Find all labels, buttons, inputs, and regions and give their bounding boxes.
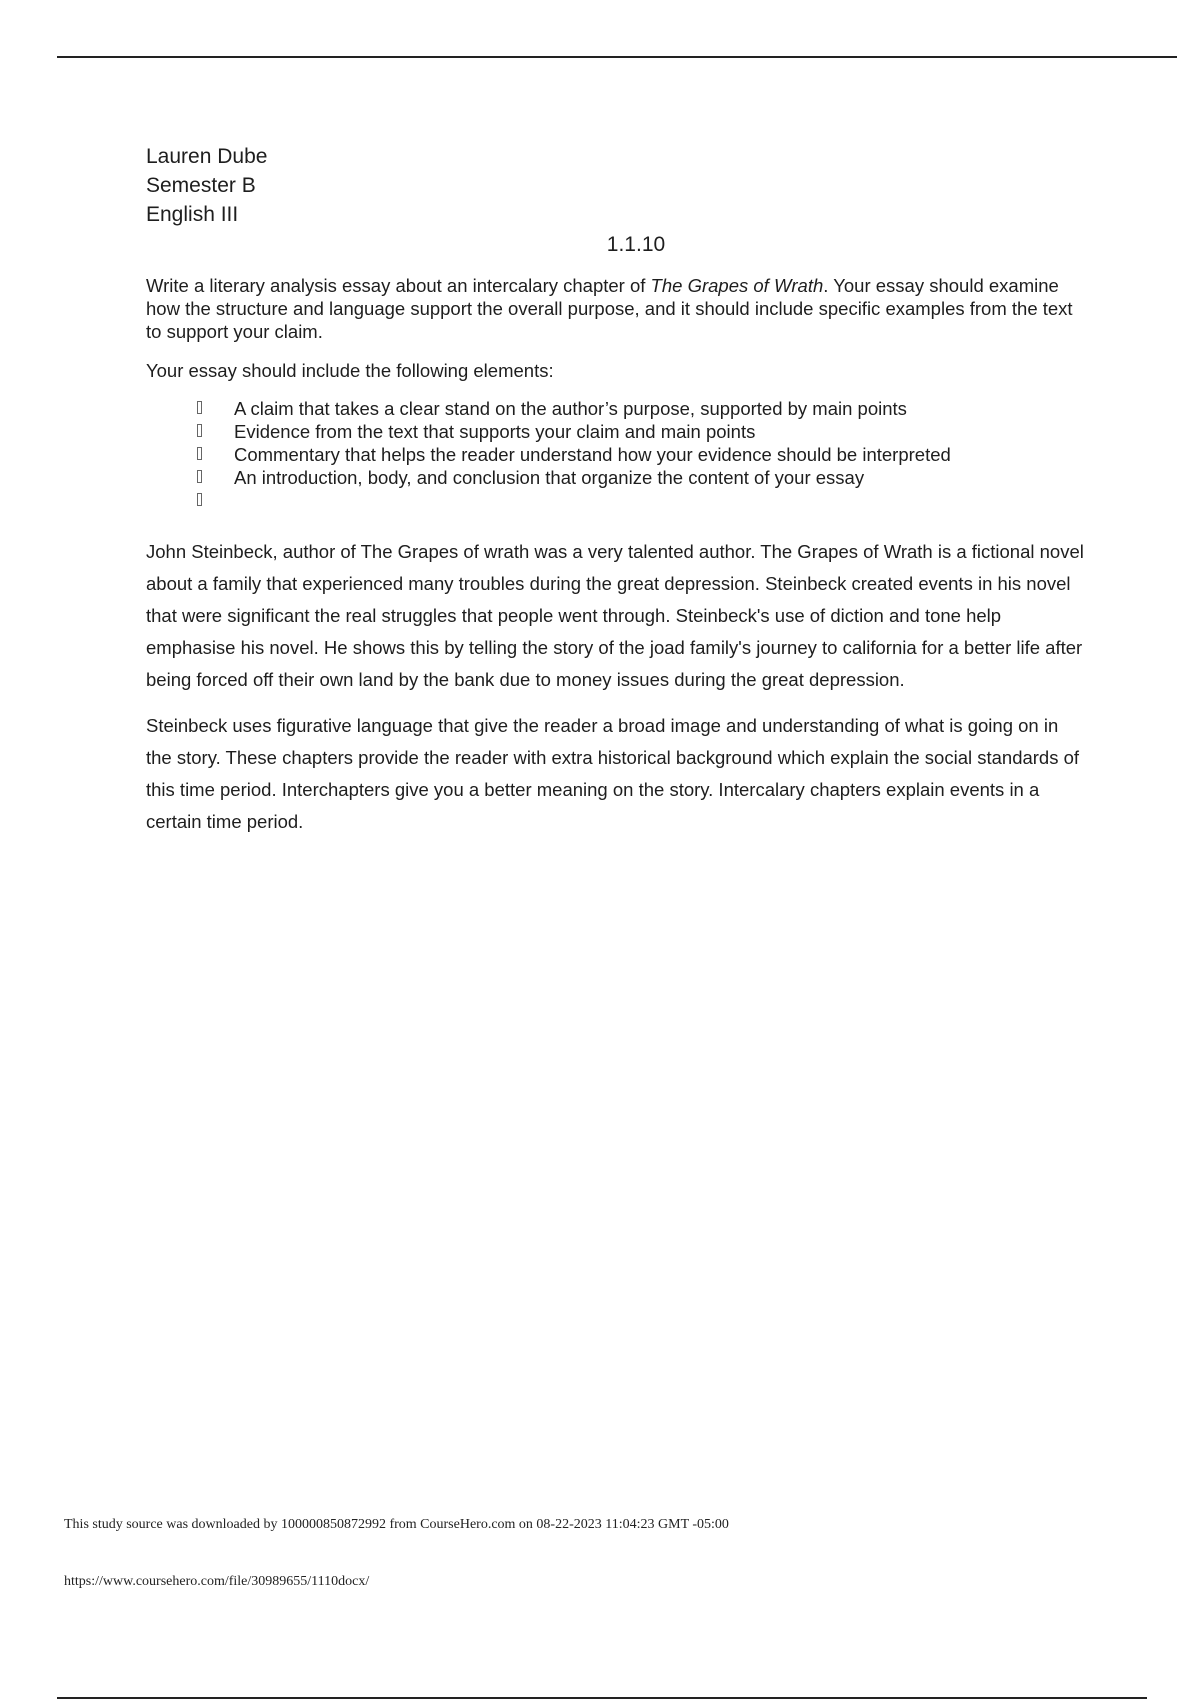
bullet-icon: [197, 470, 202, 483]
list-item: [146, 466, 1086, 489]
prompt-text-end: . Your essay should examine how the structure and language support the overall purpose, and it should include specific examples from the text to support your claim.: [146, 275, 1073, 342]
requirement-text: Commentary that helps the reader understand how your evidence should be interpreted: [234, 444, 951, 465]
course-label: English III: [146, 203, 239, 226]
document-body: [146, 142, 1086, 838]
bullet-icon: [197, 424, 202, 437]
elements-intro: Your essay should include the following elements:: [146, 360, 554, 381]
bottom-rule: [57, 1697, 1147, 1699]
requirements-list: [146, 397, 1086, 512]
student-name: Lauren Dube: [146, 145, 268, 168]
top-rule: [57, 56, 1177, 58]
assignment-prompt: [146, 274, 1086, 343]
essay-paragraph-1: John Steinbeck, author of The Grapes of wrath was a very talented author. The Grapes of Wrath is a fictional novel about a family that experienced many troubles during the great depression. Steinbeck created events in his novel that were significant the real struggles that people went through. Steinbeck's use of diction and tone help emphasise his novel. He shows this by telling the story of the joad family's journey to california for a better life after being forced off their own land by the bank due to money issues during the great depression.: [146, 541, 1084, 690]
book-title: The Grapes of Wrath: [650, 275, 824, 296]
semester-label: Semester B: [146, 174, 256, 197]
essay-text: [146, 536, 1086, 838]
assignment-number: 1.1.10: [606, 233, 666, 256]
download-source-note: This study source was downloaded by 100000850872992 from CourseHero.com on 08-22-2023 11:04:23 GMT -05:00: [64, 1517, 729, 1532]
requirement-text: An introduction, body, and conclusion that organize the content of your essay: [234, 467, 865, 488]
essay-paragraph-2: Steinbeck uses figurative language that give the reader a broad image and understanding of what is going on in the story. These chapters provide the reader with extra historical background which explain the social standards of this time period. Interchapters give you a better meaning on the story. Intercalary chapters explain events in a certain time period.: [146, 715, 1080, 832]
list-item: [146, 489, 1086, 512]
list-item: [146, 397, 1086, 420]
list-item: [146, 443, 1086, 466]
bullet-icon: [197, 447, 202, 460]
bullet-icon: [197, 401, 202, 414]
list-item: [146, 420, 1086, 443]
requirement-text: Evidence from the text that supports your claim and main points: [234, 421, 756, 442]
prompt-text-start: Write a literary analysis essay about an intercalary chapter of: [146, 275, 651, 296]
requirement-text: A claim that takes a clear stand on the author’s purpose, supported by main points: [234, 398, 907, 419]
source-url: https://www.coursehero.com/file/30989655/1110docx/: [64, 1574, 370, 1589]
bullet-icon: [197, 493, 202, 506]
